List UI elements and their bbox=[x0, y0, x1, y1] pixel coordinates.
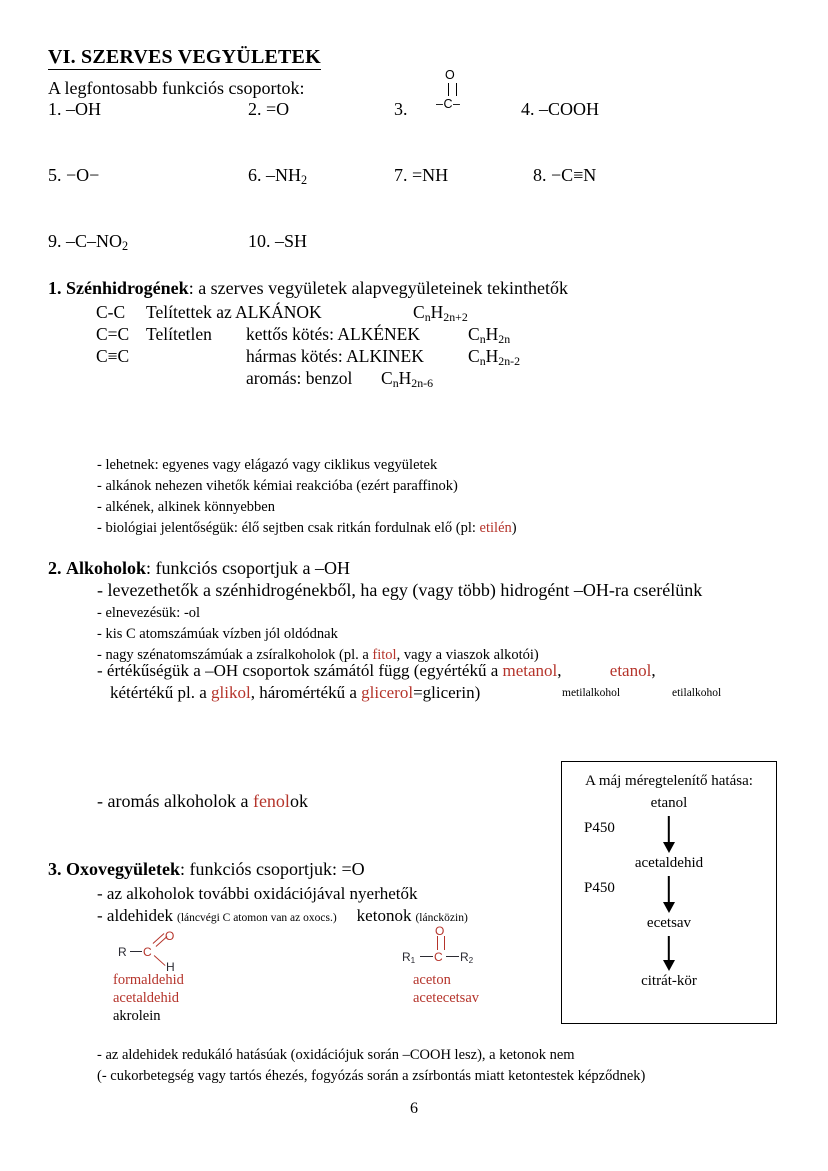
compound-acetaldehid: acetaldehid bbox=[113, 990, 180, 1006]
ketone-label: ketonok bbox=[356, 906, 412, 925]
ketone-r2-group bbox=[460, 950, 473, 964]
ketone-structure-diagram bbox=[402, 924, 522, 974]
fg-2-label: =O bbox=[266, 99, 290, 119]
fg-9-subscript: 2 bbox=[122, 239, 129, 254]
hc-f1-sub: 2n+2 bbox=[443, 310, 468, 325]
fg-6-number: 6. bbox=[248, 165, 262, 185]
alc-bullet-3: - kis C atomszámúak vízben jól oldódnak bbox=[97, 626, 338, 642]
section-1-subtitle: : a szerves vegyületek alapvegyületeinek tekinthetők bbox=[188, 278, 569, 298]
hc-f1-c: C bbox=[413, 302, 425, 322]
list-item bbox=[97, 604, 200, 623]
hc-f4-n: n bbox=[392, 376, 399, 391]
ketone-r1-subscript: 1 bbox=[410, 956, 416, 966]
list-item bbox=[97, 884, 418, 904]
hc-f3-h: H bbox=[485, 346, 499, 366]
ketone-r2-subscript: 2 bbox=[468, 956, 474, 966]
ketone-compound-1 bbox=[413, 971, 451, 990]
hc-sat-2: Telítetlen bbox=[146, 324, 212, 344]
hc-formula-2 bbox=[468, 324, 510, 345]
hc-formula-3 bbox=[468, 346, 520, 367]
ketone-compound-2 bbox=[413, 989, 479, 1008]
compound-etanol: etanol bbox=[609, 661, 652, 680]
ketone-r1-letter: R bbox=[402, 950, 411, 964]
functional-group-7 bbox=[394, 165, 448, 186]
liver-node-acetaldehid: acetaldehid bbox=[634, 854, 704, 871]
hc-formula-1 bbox=[413, 302, 468, 323]
hc-f3-c: C bbox=[468, 346, 480, 366]
arrow-line bbox=[668, 816, 670, 844]
section-3-subtitle: : funkciós csoportjuk: =O bbox=[180, 859, 365, 879]
aldehyde-structure-diagram bbox=[118, 929, 228, 976]
alc-bullet-4-pre: - nagy szénatomszámúak a zsíralkoholok (pl. a bbox=[97, 647, 373, 663]
fg-5-number: 5. bbox=[48, 165, 62, 185]
functional-group-3 bbox=[394, 99, 408, 120]
section-1-title: Szénhidrogének bbox=[66, 278, 189, 298]
hc-bond-1: C-C bbox=[96, 302, 126, 322]
alc-bullet-4-highlight: fitol bbox=[372, 647, 397, 663]
hc-bullet-1: - lehetnek: egyenes vagy elágazó vagy ciklikus vegyületek bbox=[97, 457, 438, 473]
aldehyde-ch-bond bbox=[154, 955, 166, 966]
hc-f2-h: H bbox=[485, 324, 499, 344]
liver-enzyme-label-1: P450 bbox=[584, 819, 615, 836]
functional-group-2 bbox=[248, 99, 289, 120]
compound-glicerol: glicerol bbox=[361, 683, 414, 702]
list-item bbox=[97, 498, 275, 517]
hc-bullet-4-post: ) bbox=[511, 520, 517, 536]
liver-box-title: A máj méregtelenítő hatása: bbox=[585, 773, 753, 789]
fg-8-label: −C≡N bbox=[551, 165, 597, 185]
list-item bbox=[97, 456, 437, 475]
arrow-head-icon bbox=[663, 960, 675, 971]
fg-2-number: 2. bbox=[248, 99, 262, 119]
fg-10-number: 10. bbox=[248, 231, 271, 251]
arrow-line bbox=[668, 876, 670, 904]
hc-bond-2: C=C bbox=[96, 324, 130, 344]
section-oxo-heading bbox=[48, 859, 365, 880]
aldehyde-r-group: R bbox=[118, 945, 127, 959]
fg-4-number: 4. bbox=[521, 99, 535, 119]
functional-group-4 bbox=[521, 99, 599, 120]
valence-end: , bbox=[651, 661, 656, 680]
hc-bullet-4-highlight: etilén bbox=[479, 520, 512, 536]
fg-1-label: –OH bbox=[66, 99, 101, 119]
ketone-co-double-bond bbox=[437, 936, 445, 950]
arrow-head-icon bbox=[663, 842, 675, 853]
hc-bullet-4-pre: - biológiai jelentőségük: élő sejtben csak ritkán fordulnak elő (pl: bbox=[97, 520, 480, 536]
compound-acetecetsav: acetecetsav bbox=[413, 990, 480, 1006]
hc-bond-3: C≡C bbox=[96, 346, 130, 366]
compound-metanol: metanol bbox=[502, 661, 558, 680]
functional-group-6 bbox=[248, 165, 307, 186]
section-hydrocarbons-heading bbox=[48, 278, 568, 299]
hc-f4-c: C bbox=[381, 368, 393, 388]
aromatic-pre: - aromás alkoholok a bbox=[97, 791, 253, 811]
aldehyde-compound-1 bbox=[113, 971, 184, 990]
alc-bullet-2: - elnevezésük: -ol bbox=[97, 605, 201, 621]
functional-group-1 bbox=[48, 99, 101, 120]
oxo-bullet-1: - az alkoholok további oxidációjával nyerhetők bbox=[97, 884, 418, 903]
alcohol-valence-line-2 bbox=[110, 683, 480, 703]
page-title: VI. SZERVES VEGYÜLETEK bbox=[48, 46, 321, 70]
aldehyde-hydrogen-atom: H bbox=[166, 960, 175, 974]
ketone-r1-group bbox=[402, 950, 415, 964]
annotation-etilalkohol: etilalkohol bbox=[672, 687, 722, 699]
hc-bullet-3: - alkének, alkinek könnyebben bbox=[97, 499, 275, 515]
valence-mid: , bbox=[557, 661, 562, 680]
aldehyde-r-c-bond bbox=[130, 951, 142, 952]
alc-bullet-4-post: , vagy a viaszok alkotói) bbox=[396, 647, 539, 663]
liver-node-citrat-kor: citrát-kör bbox=[641, 972, 697, 989]
fg-6-subscript: 2 bbox=[301, 173, 308, 188]
functional-group-10 bbox=[248, 231, 307, 252]
valence2-end: =glicerin) bbox=[413, 683, 481, 702]
oxo-footnote-1: - az aldehidek redukáló hatásúak (oxidációjuk során –COOH lesz), a ketonok nem bbox=[97, 1047, 575, 1063]
list-item bbox=[97, 580, 702, 601]
aldehyde-carbon-atom: C bbox=[143, 945, 152, 959]
section-3-number: 3. bbox=[48, 859, 62, 879]
hc-f4-sub: 2n-6 bbox=[411, 376, 434, 391]
hc-type-4: aromás: benzol bbox=[246, 368, 353, 388]
fg-1-number: 1. bbox=[48, 99, 62, 119]
carbonyl-carbon-atom: –C– bbox=[436, 97, 461, 111]
section-3-title: Oxovegyületek bbox=[66, 859, 180, 879]
ketone-note: (láncközin) bbox=[415, 912, 468, 924]
hc-f1-h: H bbox=[430, 302, 444, 322]
liver-detox-diagram bbox=[561, 761, 777, 1024]
section-1-number: 1. bbox=[48, 278, 62, 298]
annotation-metilalkohol: metilalkohol bbox=[562, 687, 621, 699]
section-2-title: Alkoholok bbox=[66, 558, 147, 578]
compound-aceton: aceton bbox=[413, 972, 451, 988]
valence2-mid: , háromértékű a bbox=[250, 683, 362, 702]
fg-3-number: 3. bbox=[394, 99, 408, 119]
liver-node-ecetsav: ecetsav bbox=[646, 914, 692, 931]
fg-9-label: –C–NO bbox=[66, 231, 123, 251]
fg-5-label: −O− bbox=[66, 165, 100, 185]
ketone-carbon-atom: C bbox=[434, 950, 443, 964]
valence2-pre: kétértékű pl. a bbox=[110, 683, 212, 702]
section-alcohols-heading bbox=[48, 558, 350, 579]
alc-bullet-1: - levezethetők a szénhidrogénekből, ha egy (vagy több) hidrogént –OH-ra cserélünk bbox=[97, 580, 703, 600]
page-number: 6 bbox=[410, 1100, 418, 1117]
liver-arrow-3 bbox=[562, 932, 776, 972]
hc-f2-c: C bbox=[468, 324, 480, 344]
alcohol-valence-line-1 bbox=[97, 661, 656, 681]
fg-8-number: 8. bbox=[533, 165, 547, 185]
functional-group-5 bbox=[48, 165, 99, 186]
fg-7-label: =NH bbox=[412, 165, 449, 185]
functional-group-9 bbox=[48, 231, 128, 252]
compound-glikol: glikol bbox=[211, 683, 251, 702]
fg-9-number: 9. bbox=[48, 231, 62, 251]
list-item bbox=[97, 477, 458, 496]
aldehyde-label: - aldehidek bbox=[97, 906, 173, 925]
arrow-line bbox=[668, 936, 670, 962]
section-2-number: 2. bbox=[48, 558, 62, 578]
aldehyde-compound-2 bbox=[113, 989, 179, 1008]
compound-formaldehid: formaldehid bbox=[113, 972, 184, 988]
aromatic-post: ok bbox=[289, 791, 308, 811]
fg-4-label: –COOH bbox=[539, 99, 600, 119]
hc-f2-n: n bbox=[479, 332, 486, 347]
hc-f4-h: H bbox=[398, 368, 412, 388]
liver-node-etanol: etanol bbox=[650, 794, 688, 811]
ketone-oxygen-atom: O bbox=[435, 924, 445, 938]
compound-akrolein: akrolein bbox=[113, 1008, 161, 1024]
oxo-footnote-2: (- cukorbetegség vagy tartós éhezés, fogyózás során a zsírbontás miatt ketontestek képződnek) bbox=[97, 1068, 646, 1084]
carbonyl-oxygen-atom: O bbox=[445, 68, 455, 82]
fg-10-label: –SH bbox=[275, 231, 308, 251]
carbonyl-double-bond bbox=[448, 83, 457, 96]
fg-6-label: –NH bbox=[266, 165, 301, 185]
hc-f3-sub: 2n-2 bbox=[498, 354, 521, 369]
compound-fenol: fenol bbox=[252, 791, 290, 811]
functional-group-8 bbox=[533, 165, 596, 186]
arrow-head-icon bbox=[663, 902, 675, 913]
liver-arrow-1 bbox=[562, 812, 776, 854]
aldehyde-ketone-labels bbox=[97, 906, 468, 926]
ketone-r1-c-bond bbox=[420, 956, 433, 957]
hc-sat-1: Telítettek az ALKÁNOK bbox=[146, 302, 322, 322]
ketone-r2-letter: R bbox=[460, 950, 469, 964]
section-2-subtitle: : funkciós csoportjuk a –OH bbox=[146, 558, 351, 578]
hc-type-2: kettős kötés: ALKÉNEK bbox=[246, 324, 421, 344]
hc-formula-4 bbox=[381, 368, 433, 389]
aldehyde-compound-3 bbox=[113, 1007, 161, 1026]
subtitle: A legfontosabb funkciós csoportok: bbox=[48, 78, 305, 98]
ketone-c-r2-bond bbox=[446, 956, 459, 957]
hc-f3-n: n bbox=[479, 354, 486, 369]
hc-f1-n: n bbox=[424, 310, 431, 325]
hc-f2-sub: 2n bbox=[498, 332, 511, 347]
aldehyde-oxygen-atom: O bbox=[165, 929, 175, 943]
hc-type-3: hármas kötés: ALKINEK bbox=[246, 346, 424, 366]
hc-bullet-2: - alkánok nehezen vihetők kémiai reakcióba (ezért paraffinok) bbox=[97, 478, 458, 494]
aldehyde-note: (láncvégi C atomon van az oxocs.) bbox=[177, 912, 337, 924]
liver-arrow-2 bbox=[562, 872, 776, 914]
fg-7-number: 7. bbox=[394, 165, 408, 185]
liver-enzyme-label-2: P450 bbox=[584, 879, 615, 896]
list-item bbox=[97, 625, 338, 644]
aromatic-alcohols-line bbox=[97, 791, 308, 812]
list-item bbox=[97, 519, 517, 538]
valence-pre: - értékűségük a –OH csoportok számától függ (egyértékű a bbox=[97, 661, 503, 680]
carbonyl-structure-icon bbox=[424, 70, 484, 122]
